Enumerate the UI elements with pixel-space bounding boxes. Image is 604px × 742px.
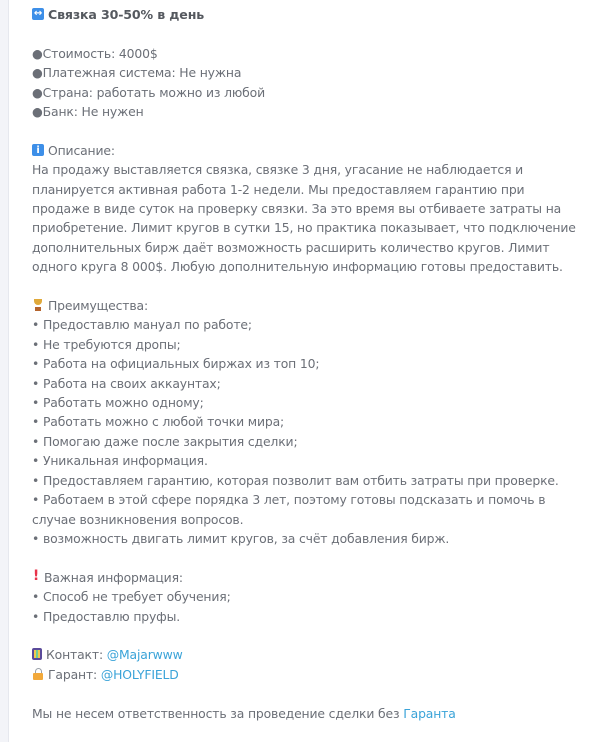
description-heading [32, 141, 584, 160]
post-title-text: Связка 30-50% в день [48, 7, 205, 22]
contact-label: Контакт: [46, 647, 107, 663]
list-item: • Работа на официальных биржах из топ 10; [32, 356, 320, 372]
spec-bank: ●Банк: Не нужен [32, 104, 144, 120]
list-item: • Предоставлю пруфы. [32, 608, 181, 624]
spec-price: ●Стоимость: 4000$ [32, 45, 158, 61]
left-border [0, 0, 9, 742]
advantages-heading [32, 296, 584, 315]
list-item: • Работа на своих аккаунтах; [32, 375, 221, 391]
description-heading-text: Описание: [48, 142, 115, 158]
contact-line [32, 645, 584, 664]
list-item: • Не требуются дропы; [32, 336, 181, 352]
list-item: • Работать можно с любой точки мира; [32, 414, 285, 430]
guarantor-line [32, 665, 584, 684]
description-text: На продажу выставляется связка, связке 3 дня, угасание не наблюдается и планируется активная работа 1-2 недели. Мы предоставляем гарантию при продаже в виде суток на проверку связки. За это время вы отбиваете затраты на приобретение. Лимит кругов в сутки 15, но практика показывает, что подключение дополнительных бирж даёт возможность расширить количество кругов. Лимит одного круга 8 000$. Любую дополнительную информацию готовы предоставить. [32, 162, 576, 275]
list-item: • Работать можно одному; [32, 395, 204, 411]
guarantor-mention-link[interactable]: Гаранта [403, 705, 456, 721]
post-body [32, 5, 584, 723]
list-item: • Предоставлю мануал по работе; [32, 317, 252, 333]
mobile-phone-icon [32, 648, 42, 660]
important-heading-text: Важная информация: [44, 569, 183, 585]
guarantor-link[interactable]: @HOLYFIELD [100, 666, 179, 682]
post-title [32, 5, 584, 24]
spec-payment-system: ●Платежная система: Не нужна [32, 65, 242, 81]
list-item: • Помогаю даже после закрытия сделки; [32, 433, 298, 449]
spec-country: ●Страна: работать можно из любой [32, 84, 266, 100]
list-item: • Уникальная информация. [32, 453, 208, 469]
left-right-arrow-icon [32, 8, 44, 20]
guarantor-label: Гарант: [48, 666, 101, 682]
advantages-heading-text: Преимущества: [48, 298, 148, 314]
disclaimer-text: Мы не несем ответственность за проведение сделки без [32, 705, 404, 721]
important-heading [32, 568, 584, 587]
exclamation-icon [32, 571, 40, 583]
list-item: • Способ не требует обучения; [32, 589, 231, 605]
contact-link[interactable]: @Majarwww [106, 647, 183, 663]
list-item: • Предоставляем гарантию, которая позволит вам отбить затраты при проверке. [32, 472, 559, 488]
trophy-icon [32, 299, 44, 311]
list-item: • возможность двигать лимит кругов, за счёт добавления бирж. [32, 530, 450, 546]
list-item: • Работаем в этой сфере порядка 3 лет, поэтому готовы подсказать и помочь в случае возникновения вопросов. [32, 492, 546, 527]
lock-icon [32, 668, 44, 680]
info-icon [32, 144, 44, 156]
disclaimer [32, 704, 584, 723]
